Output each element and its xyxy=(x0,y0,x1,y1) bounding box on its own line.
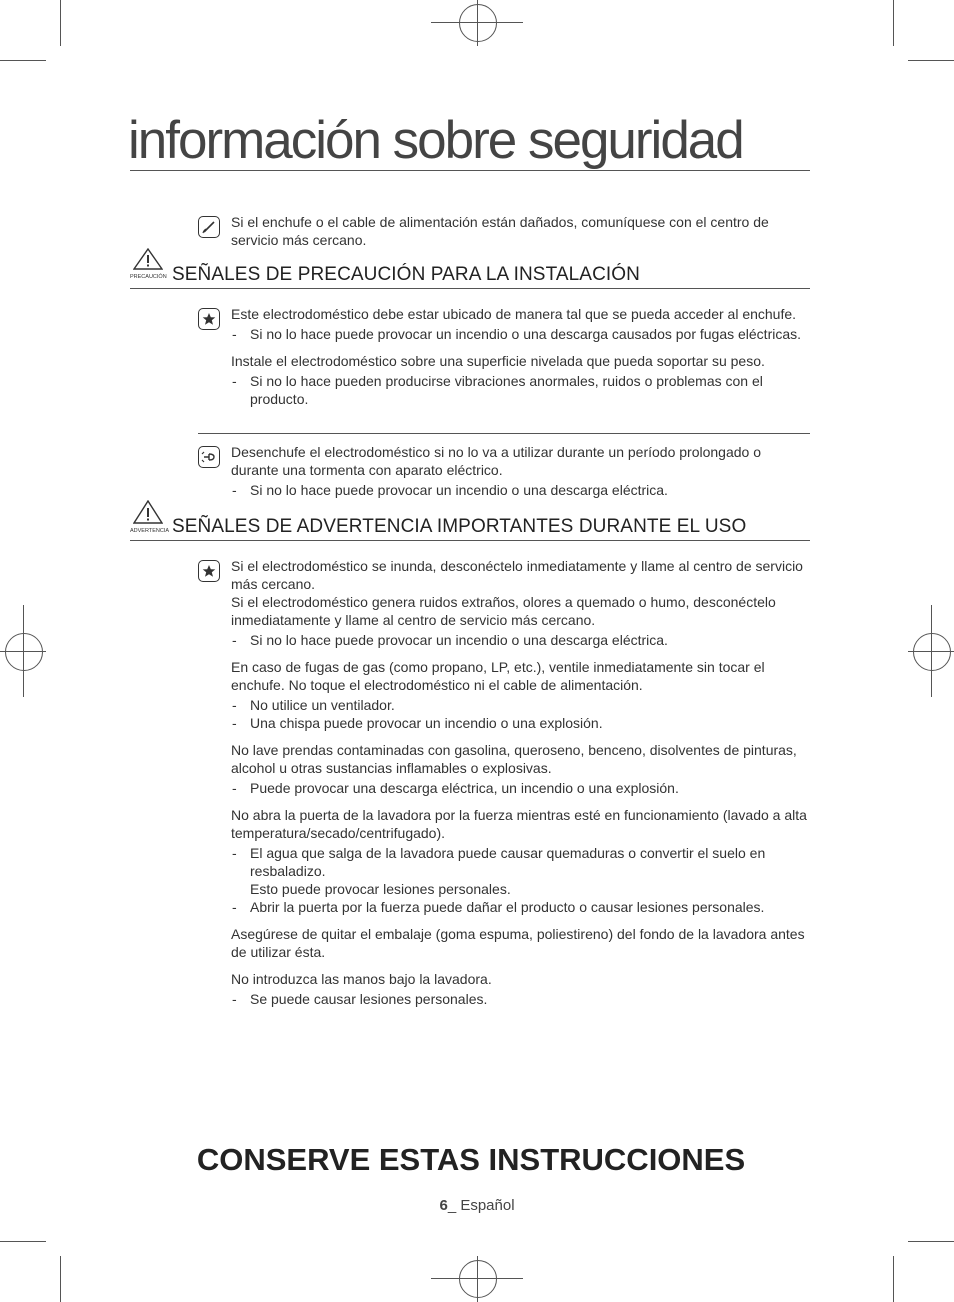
warning-badge xyxy=(130,248,166,280)
precaution-group-2 xyxy=(231,443,811,499)
bullet-item: - Abrir la puerta por la fuerza puede dañar el producto o causar lesiones personales. xyxy=(231,898,811,916)
page-language: _ Español xyxy=(447,1197,515,1214)
warning-items xyxy=(231,557,811,1008)
crop-mark xyxy=(0,1241,46,1242)
footer-banner-text: CONSERVE ESTAS INSTRUCCIONES xyxy=(196,1142,746,1177)
paragraph: Si el electrodoméstico se inunda, desconéctelo inmediatamente y llame al centro de servicio más cercano. xyxy=(231,558,803,592)
precaution-group-1 xyxy=(231,305,811,408)
paragraph: Instale el electrodoméstico sobre una superficie nivelada que pueda soportar su peso. xyxy=(231,353,765,369)
paragraph: No lave prendas contaminadas con gasolina, queroseno, benceno, disolventes de pinturas, alcohol u otras sustancias inflamables o explosivas. xyxy=(231,742,797,776)
crop-mark xyxy=(908,1241,954,1242)
paragraph: En caso de fugas de gas (como propano, LP, etc.), ventile inmediatamente sin tocar el enchufe. No toque el electrodoméstico ni el cable de alimentación. xyxy=(231,659,765,693)
warning-label: PRECAUCIÓN xyxy=(130,274,167,280)
bullet-item: - Si no lo hace pueden producirse vibraciones anormales, ruidos o problemas con el producto. xyxy=(231,372,811,408)
paragraph: Este electrodoméstico debe estar ubicado de manera tal que se pueda acceder al enchufe. xyxy=(231,306,797,322)
bullet-item: - Si no lo hace puede provocar un incendio o una descarga eléctrica. xyxy=(231,481,811,499)
bullet-item: - Si no lo hace puede provocar un incendio o una descarga eléctrica. xyxy=(231,631,811,649)
paragraph: Si el electrodoméstico genera ruidos extraños, olores a quemado o humo, desconéctelo inmediatamente y llame al centro de servicio más cercano. xyxy=(231,594,776,628)
warning-label: ADVERTENCIA xyxy=(130,528,170,534)
paragraph: Desenchufe el electrodoméstico si no lo va a utilizar durante un período prolongado o durante una tormenta con aparato eléctrico. xyxy=(231,444,761,478)
bullet-item: - Puede provocar una descarga eléctrica, un incendio o una explosión. xyxy=(231,779,811,797)
bullet-item: - Si no lo hace puede provocar un incendio o una descarga causados por fugas eléctricas. xyxy=(231,325,811,343)
bullet-item: - Una chispa puede provocar un incendio o una explosión. xyxy=(231,714,811,732)
crop-mark xyxy=(893,0,894,46)
intro-note xyxy=(231,213,811,249)
page-footer xyxy=(0,1197,954,1214)
page-title xyxy=(128,111,810,171)
section-heading-warning xyxy=(130,500,810,541)
no-disassembly-icon xyxy=(198,216,220,238)
intro-note-text: Si el enchufe o el cable de alimentación están dañados, comuníquese con el centro de servicio más cercano. xyxy=(231,214,769,248)
paragraph: No abra la puerta de la lavadora por la fuerza mientras esté en funcionamiento (lavado a alta temperatura/secado/centrifugado). xyxy=(231,807,807,841)
bullet-item: - El agua que salga de la lavadora puede causar quemaduras o convertir el suelo en resbaladizo. xyxy=(231,844,811,880)
bullet-item: - Se puede causar lesiones personales. xyxy=(231,990,811,1008)
warning-triangle-icon xyxy=(133,500,163,524)
page-number: 6 xyxy=(439,1197,448,1214)
divider xyxy=(198,433,810,434)
star-icon xyxy=(198,560,220,582)
star-icon xyxy=(198,308,220,330)
crop-mark xyxy=(893,1256,894,1302)
unplug-icon xyxy=(198,446,220,468)
page-title-text: información sobre seguridad xyxy=(128,111,743,170)
paragraph: Asegúrese de quitar el embalaje (goma espuma, poliestireno) del fondo de la lavadora antes de utilizar ésta. xyxy=(231,926,805,960)
crop-mark xyxy=(60,1256,61,1302)
section-title: SEÑALES DE PRECAUCIÓN PARA LA INSTALACIÓN xyxy=(172,264,640,285)
crop-mark xyxy=(60,0,61,46)
section-heading-precaution xyxy=(130,248,810,289)
bullet-item: - No utilice un ventilador. xyxy=(231,696,811,714)
section-title: SEÑALES DE ADVERTENCIA IMPORTANTES DURANTE EL USO xyxy=(172,516,747,537)
paragraph: No introduzca las manos bajo la lavadora. xyxy=(231,971,492,987)
warning-badge xyxy=(130,500,170,534)
crop-mark xyxy=(908,60,954,61)
bullet-continuation: Esto puede provocar lesiones personales. xyxy=(250,881,511,897)
footer-banner xyxy=(0,1142,954,1178)
crop-mark xyxy=(0,60,46,61)
warning-triangle-icon xyxy=(133,248,163,270)
